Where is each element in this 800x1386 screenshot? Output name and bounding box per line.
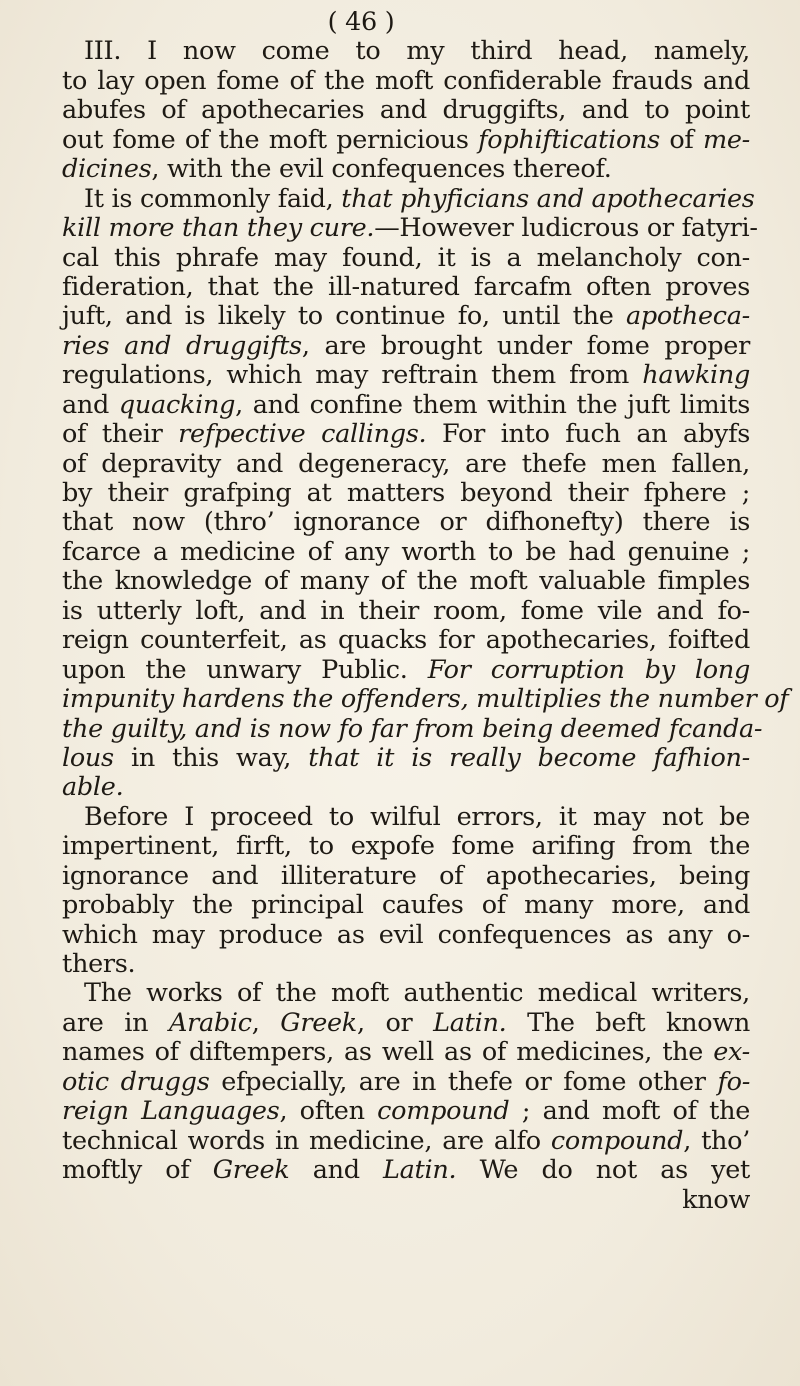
text-span: efpecially, are in thefe or fome other <box>209 1066 718 1097</box>
text-span: the knowledge of many of the moft valuable fimples <box>62 566 750 597</box>
italic-text: compound <box>377 1096 510 1127</box>
text-line <box>62 273 750 302</box>
text-line <box>62 361 750 390</box>
text-line <box>62 1097 750 1126</box>
italic-text: Greek <box>212 1155 290 1186</box>
text-line <box>62 1186 750 1215</box>
text-span: out fome of the moft pernicious <box>62 124 479 155</box>
text-span: and <box>62 389 119 420</box>
text-span: upon the unwary Public. <box>62 654 428 685</box>
italic-text: For corruption by long <box>427 654 750 685</box>
italic-text: impunity hardens the offenders, multiplies the number of <box>62 684 789 715</box>
text-span: The beft known <box>506 1007 751 1038</box>
italic-text: ries and druggifts <box>62 330 302 361</box>
italic-text: fophiftications <box>478 124 660 155</box>
text-span: For into fuch an abyfs <box>426 419 750 450</box>
text-line <box>62 862 750 891</box>
italic-text: apotheca- <box>625 301 750 332</box>
text-line <box>62 332 750 361</box>
text-span: which may produce as evil confequences as any o- <box>62 919 750 950</box>
page-text <box>62 7 789 1215</box>
italic-text: fo- <box>717 1066 751 1097</box>
text-span: ; and moft of the <box>509 1096 750 1127</box>
italic-text: reign Languages <box>62 1096 280 1127</box>
italic-text: lous <box>62 742 114 773</box>
italic-text: kill more than they cure. <box>62 213 375 244</box>
text-span: abufes of apothecaries and druggifts, and to point <box>62 95 750 126</box>
text-span: cal this phrafe may found, it is a melancholy con- <box>62 242 750 273</box>
text-span: The works of the moft authentic medical writers, <box>84 978 750 1009</box>
text-line <box>62 832 750 861</box>
text-line <box>62 979 750 1008</box>
text-line <box>62 213 758 244</box>
text-line <box>62 37 750 66</box>
italic-text: dicines <box>62 154 152 185</box>
text-span: technical words in medicine, are alfo <box>62 1125 551 1156</box>
text-span: fcarce a medicine of any worth to be had genuine ; <box>62 536 750 567</box>
italic-text: Arabic <box>168 1007 252 1038</box>
text-span: moftly of <box>62 1155 213 1186</box>
text-line <box>62 1127 750 1156</box>
text-line <box>62 391 750 420</box>
text-span: probably the principal caufes of many more, and <box>62 890 750 921</box>
text-span: , tho’ <box>683 1125 750 1156</box>
text-line <box>62 450 750 479</box>
text-line <box>62 183 755 214</box>
text-span: of <box>659 124 703 155</box>
text-span: Before I proceed to wilful errors, it may not be <box>84 801 750 832</box>
italic-text: that it is really become fafhion- <box>308 742 750 773</box>
italic-text: Latin. <box>383 1155 457 1186</box>
text-span: of depravity and degeneracy, are thefe men fallen, <box>62 448 750 479</box>
text-span: is utterly loft, and in their room, fome vile and fo- <box>62 595 750 626</box>
text-span: regulations, which may reftrain them from <box>62 360 643 391</box>
text-line <box>62 744 750 773</box>
text-span: of their <box>62 419 179 450</box>
text-span: fideration, that the ill-natured farcafm often proves <box>62 271 750 302</box>
italic-text: quacking <box>118 389 236 420</box>
text-span: , and confine them within the juft limits <box>235 389 750 420</box>
text-line <box>62 479 750 508</box>
text-span: know <box>682 1184 750 1215</box>
text-span: , often <box>279 1096 378 1127</box>
text-line <box>62 656 750 685</box>
italic-text: otic druggs <box>62 1066 210 1097</box>
text-line <box>62 67 750 96</box>
italic-text: refpective callings. <box>178 419 427 450</box>
text-span: are in <box>62 1007 169 1038</box>
text-line <box>62 597 750 626</box>
text-span: that now (thro’ ignorance or difhonefty) there is <box>62 507 750 538</box>
text-line <box>62 921 750 950</box>
text-span: III. I now come to my third head, namely, <box>84 36 750 67</box>
italic-text: Greek <box>280 1007 357 1038</box>
text-span: We do not as yet <box>456 1155 750 1186</box>
text-line <box>62 891 750 920</box>
text-line <box>62 1009 750 1038</box>
text-span: by their grafping at matters beyond their fphere ; <box>62 478 750 508</box>
text-line <box>62 803 750 832</box>
text-line <box>62 773 750 802</box>
text-line <box>62 155 750 184</box>
italic-text: that phyficians and apothecaries <box>341 183 755 214</box>
text-span: in this way, <box>113 742 309 773</box>
text-span: ( 46 ) <box>327 7 395 37</box>
text-line <box>62 508 750 537</box>
italic-text: compound <box>550 1125 684 1156</box>
page-number-header <box>62 8 750 37</box>
text-span: , <box>251 1007 281 1038</box>
text-span: , or <box>356 1007 434 1038</box>
text-span: and <box>289 1155 384 1186</box>
text-line <box>62 126 750 155</box>
text-span: It is commonly faid, <box>84 183 342 214</box>
text-line <box>62 538 750 567</box>
text-line <box>62 567 750 596</box>
text-span: to lay open fome of the moft confiderable frauds and <box>62 65 750 96</box>
text-span: names of diftempers, as well as of medicines, the <box>62 1037 714 1068</box>
text-line <box>62 244 750 273</box>
text-line <box>62 302 750 331</box>
italic-text: Latin. <box>433 1007 507 1038</box>
italic-text: me- <box>703 124 750 155</box>
text-span: juft, and is likely to continue fo, until the <box>62 301 626 332</box>
italic-text: ex- <box>713 1037 750 1068</box>
italic-text: able. <box>62 772 124 803</box>
text-span: —However ludicrous or fatyri- <box>374 213 758 244</box>
text-span: , are brought under fome proper <box>301 330 750 361</box>
text-span: thers. <box>62 949 136 979</box>
text-span: ignorance and illiterature of apothecaries, being <box>62 860 750 891</box>
italic-text: hawking <box>642 360 750 391</box>
text-line <box>62 713 763 744</box>
text-span: impertinent, firft, to expofe fome arifing from the <box>62 831 750 862</box>
text-line <box>62 950 750 979</box>
text-line <box>62 1068 750 1097</box>
text-line <box>62 1156 750 1185</box>
text-line <box>62 684 789 715</box>
text-span: reign counterfeit, as quacks for apothecaries, foifted <box>62 625 750 656</box>
text-line <box>62 1038 750 1067</box>
text-span: , with the evil confequences thereof. <box>151 154 612 185</box>
italic-text: the guilty, and is now fo far from being deemed fcanda- <box>62 713 763 744</box>
text-line <box>62 626 750 655</box>
text-line <box>62 420 750 449</box>
text-line <box>62 96 750 125</box>
